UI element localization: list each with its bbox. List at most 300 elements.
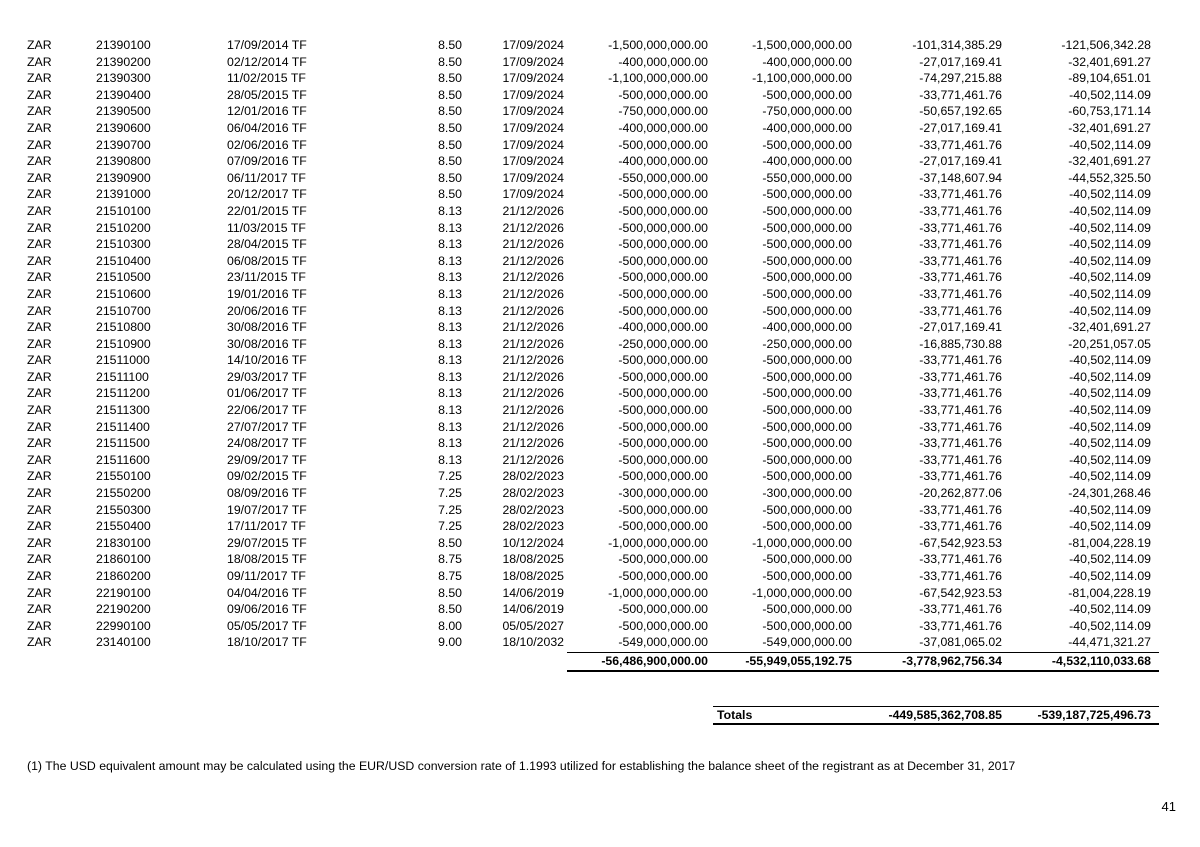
- table-row: [0, 303, 1200, 320]
- outstanding-cell: -400,000,000.00: [762, 54, 852, 69]
- eur-amount-cell: -20,262,877.06: [919, 486, 1002, 501]
- outstanding-cell: -500,000,000.00: [762, 602, 852, 617]
- code-cell: 21390100: [96, 38, 151, 52]
- table-row: [0, 485, 1200, 502]
- eur-amount-cell: -33,771,461.76: [919, 519, 1002, 534]
- nominal-cell: -500,000,000.00: [618, 618, 708, 633]
- code-cell: 21511000: [96, 353, 150, 368]
- rate-cell: 8.13: [438, 253, 462, 268]
- code-cell: 21511300: [96, 403, 150, 418]
- outstanding-cell: -400,000,000.00: [762, 154, 852, 169]
- rate-cell: 8.13: [438, 403, 462, 418]
- eur-amount-cell: -33,771,461.76: [919, 618, 1002, 633]
- usd-amount-cell: -40,502,114.09: [1069, 519, 1151, 534]
- currency-cell: ZAR: [27, 187, 52, 202]
- eur-amount-cell: -50,657,192.65: [919, 104, 1002, 119]
- code-cell: 23140100: [96, 635, 151, 650]
- maturity-cell: 28/02/2023: [502, 502, 564, 517]
- table-row: [0, 253, 1200, 270]
- maturity-cell: 17/09/2024: [502, 87, 564, 102]
- issue-date-cell: 20/12/2017 TF: [227, 187, 307, 202]
- totals-label: Totals: [717, 708, 753, 722]
- usd-amount-cell: -40,502,114.09: [1069, 502, 1151, 517]
- issue-date-cell: 09/06/2016 TF: [227, 602, 307, 617]
- rate-cell: 8.50: [438, 154, 462, 169]
- rate-cell: 7.25: [438, 486, 462, 501]
- issue-date-cell: 28/04/2015 TF: [227, 237, 307, 252]
- usd-amount-cell: -32,401,691.27: [1068, 54, 1151, 69]
- table-row: [0, 585, 1200, 602]
- totals-row: [713, 706, 1159, 725]
- issue-date-cell: 17/11/2017 TF: [227, 519, 306, 534]
- issue-date-cell: 29/07/2015 TF: [227, 535, 307, 550]
- usd-amount-cell: -40,502,114.09: [1069, 386, 1151, 401]
- nominal-cell: -500,000,000.00: [618, 220, 708, 235]
- maturity-cell: 17/09/2024: [502, 187, 564, 202]
- eur-amount-cell: -27,017,169.41: [919, 320, 1002, 335]
- currency-cell: ZAR: [27, 38, 52, 52]
- nominal-cell: -500,000,000.00: [618, 469, 708, 484]
- code-cell: 21390500: [96, 104, 151, 119]
- usd-amount-cell: -40,502,114.09: [1069, 436, 1151, 451]
- rate-cell: 8.50: [438, 54, 462, 69]
- issue-date-cell: 11/03/2015 TF: [227, 220, 306, 235]
- currency-cell: ZAR: [27, 452, 52, 467]
- issue-date-cell: 18/08/2015 TF: [227, 552, 307, 567]
- table-row: [0, 286, 1200, 303]
- eur-amount-cell: -33,771,461.76: [919, 502, 1002, 517]
- table-row: [0, 170, 1200, 187]
- code-cell: 22990100: [96, 618, 151, 633]
- nominal-cell: -1,000,000,000.00: [608, 585, 708, 600]
- outstanding-cell: -500,000,000.00: [762, 502, 852, 517]
- outstanding-cell: -500,000,000.00: [762, 469, 852, 484]
- maturity-cell: 17/09/2024: [502, 71, 564, 86]
- issue-date-cell: 17/09/2014 TF: [227, 38, 307, 52]
- rate-cell: 8.13: [438, 452, 462, 467]
- outstanding-cell: -300,000,000.00: [762, 486, 852, 501]
- outstanding-cell: -500,000,000.00: [762, 369, 852, 384]
- maturity-cell: 18/08/2025: [502, 552, 564, 567]
- code-cell: 21860200: [96, 569, 151, 583]
- currency-cell: ZAR: [27, 569, 52, 583]
- issue-date-cell: 27/07/2017 TF: [227, 419, 307, 434]
- outstanding-cell: -1,100,000,000.00: [752, 71, 852, 86]
- eur-amount-cell: -74,297,215.88: [919, 71, 1002, 86]
- nominal-cell: -500,000,000.00: [618, 452, 708, 467]
- maturity-cell: 21/12/2026: [502, 336, 564, 351]
- code-cell: 21390200: [96, 54, 151, 69]
- eur-amount-cell: -33,771,461.76: [919, 452, 1002, 467]
- eur-amount-cell: -37,148,607.94: [919, 170, 1002, 185]
- table-row: [0, 203, 1200, 220]
- table-row: [0, 551, 1200, 568]
- usd-amount-cell: -40,502,114.09: [1069, 369, 1151, 384]
- maturity-cell: 21/12/2026: [502, 436, 564, 451]
- maturity-cell: 21/12/2026: [502, 353, 564, 368]
- currency-cell: ZAR: [27, 54, 52, 69]
- maturity-cell: 28/02/2023: [502, 519, 564, 534]
- maturity-cell: 21/12/2026: [502, 386, 564, 401]
- usd-amount-cell: -40,502,114.09: [1069, 203, 1151, 218]
- maturity-cell: 17/09/2024: [502, 120, 564, 135]
- rate-cell: 8.50: [438, 87, 462, 102]
- usd-amount-cell: -32,401,691.27: [1068, 120, 1151, 135]
- nominal-cell: -500,000,000.00: [618, 253, 708, 268]
- code-cell: 21510600: [96, 286, 151, 301]
- maturity-cell: 05/05/2027: [502, 618, 564, 633]
- rate-cell: 8.13: [438, 436, 462, 451]
- table-row: [0, 87, 1200, 104]
- table-row: [0, 54, 1200, 71]
- issue-date-cell: 02/06/2016 TF: [227, 137, 307, 152]
- code-cell: 21390400: [96, 87, 151, 102]
- issue-date-cell: 14/10/2016 TF: [227, 353, 307, 368]
- table-row: [0, 518, 1200, 535]
- table-row: [0, 435, 1200, 452]
- usd-amount-cell: -81,004,228.19: [1068, 585, 1151, 600]
- currency-cell: ZAR: [27, 71, 52, 86]
- currency-cell: ZAR: [27, 635, 52, 650]
- currency-cell: ZAR: [27, 403, 52, 418]
- rate-cell: 8.13: [438, 237, 462, 252]
- maturity-cell: 17/09/2024: [502, 137, 564, 152]
- rate-cell: 8.13: [438, 270, 462, 285]
- usd-amount-cell: -60,753,171.14: [1068, 104, 1151, 119]
- usd-amount-cell: -121,506,342.28: [1061, 38, 1151, 52]
- outstanding-cell: -500,000,000.00: [762, 452, 852, 467]
- subtotal-nominal: -56,486,900,000.00: [601, 654, 708, 668]
- outstanding-cell: -550,000,000.00: [762, 170, 852, 185]
- eur-amount-cell: -33,771,461.76: [919, 303, 1002, 318]
- nominal-cell: -549,000,000.00: [618, 635, 708, 650]
- eur-amount-cell: -33,771,461.76: [919, 552, 1002, 567]
- issue-date-cell: 04/04/2016 TF: [227, 585, 307, 600]
- usd-amount-cell: -40,502,114.09: [1069, 237, 1151, 252]
- outstanding-cell: -500,000,000.00: [762, 237, 852, 252]
- outstanding-cell: -400,000,000.00: [762, 320, 852, 335]
- outstanding-cell: -500,000,000.00: [762, 552, 852, 567]
- table-row: [0, 369, 1200, 386]
- nominal-cell: -500,000,000.00: [618, 203, 708, 218]
- table-row: [0, 37, 1200, 54]
- outstanding-cell: -500,000,000.00: [762, 270, 852, 285]
- issue-date-cell: 29/03/2017 TF: [227, 369, 307, 384]
- table-row: [0, 402, 1200, 419]
- currency-cell: ZAR: [27, 220, 52, 235]
- nominal-cell: -1,000,000,000.00: [608, 535, 708, 550]
- currency-cell: ZAR: [27, 386, 52, 401]
- outstanding-cell: -400,000,000.00: [762, 120, 852, 135]
- issue-date-cell: 06/11/2017 TF: [227, 170, 306, 185]
- issue-date-cell: 20/06/2016 TF: [227, 303, 307, 318]
- table-row: [0, 70, 1200, 87]
- outstanding-cell: -500,000,000.00: [762, 187, 852, 202]
- eur-amount-cell: -101,314,385.29: [912, 38, 1002, 52]
- nominal-cell: -500,000,000.00: [618, 353, 708, 368]
- usd-amount-cell: -40,502,114.09: [1069, 452, 1151, 467]
- eur-amount-cell: -33,771,461.76: [919, 220, 1002, 235]
- nominal-cell: -1,100,000,000.00: [608, 71, 708, 86]
- rate-cell: 8.13: [438, 369, 462, 384]
- rate-cell: 8.50: [438, 585, 462, 600]
- table-row: [0, 236, 1200, 253]
- usd-amount-cell: -44,552,325.50: [1068, 170, 1151, 185]
- maturity-cell: 21/12/2026: [502, 203, 564, 218]
- code-cell: 21510900: [96, 336, 151, 351]
- currency-cell: ZAR: [27, 286, 52, 301]
- rate-cell: 8.00: [438, 618, 462, 633]
- nominal-cell: -500,000,000.00: [618, 237, 708, 252]
- outstanding-cell: -500,000,000.00: [762, 618, 852, 633]
- rate-cell: 8.50: [438, 120, 462, 135]
- currency-cell: ZAR: [27, 519, 52, 534]
- page-number: 41: [1161, 799, 1176, 814]
- currency-cell: ZAR: [27, 336, 52, 351]
- nominal-cell: -400,000,000.00: [618, 320, 708, 335]
- outstanding-cell: -1,000,000,000.00: [752, 585, 852, 600]
- eur-amount-cell: -33,771,461.76: [919, 237, 1002, 252]
- rate-cell: 8.13: [438, 336, 462, 351]
- eur-amount-cell: -33,771,461.76: [919, 403, 1002, 418]
- usd-amount-cell: -40,502,114.09: [1069, 137, 1151, 152]
- maturity-cell: 21/12/2026: [502, 237, 564, 252]
- currency-cell: ZAR: [27, 618, 52, 633]
- issue-date-cell: 30/08/2016 TF: [227, 320, 307, 335]
- issue-date-cell: 22/01/2015 TF: [227, 203, 307, 218]
- usd-amount-cell: -24,301,268.46: [1068, 486, 1151, 501]
- table-row: [0, 220, 1200, 237]
- outstanding-cell: -500,000,000.00: [762, 403, 852, 418]
- rate-cell: 8.50: [438, 104, 462, 119]
- maturity-cell: 14/06/2019: [502, 585, 564, 600]
- issue-date-cell: 29/09/2017 TF: [227, 452, 307, 467]
- issue-date-cell: 05/05/2017 TF: [227, 618, 307, 633]
- outstanding-cell: -500,000,000.00: [762, 419, 852, 434]
- issue-date-cell: 19/01/2016 TF: [227, 286, 307, 301]
- code-cell: 21390300: [96, 71, 151, 86]
- currency-cell: ZAR: [27, 104, 52, 119]
- table-row: [0, 137, 1200, 154]
- table-row: [0, 502, 1200, 519]
- usd-amount-cell: -40,502,114.09: [1069, 187, 1151, 202]
- maturity-cell: 17/09/2024: [502, 54, 564, 69]
- maturity-cell: 17/09/2024: [502, 104, 564, 119]
- nominal-cell: -250,000,000.00: [618, 336, 708, 351]
- maturity-cell: 21/12/2026: [502, 303, 564, 318]
- code-cell: 21550200: [96, 486, 151, 501]
- eur-amount-cell: -33,771,461.76: [919, 386, 1002, 401]
- currency-cell: ZAR: [27, 486, 52, 501]
- code-cell: 21390900: [96, 170, 151, 185]
- issue-date-cell: 09/02/2015 TF: [227, 469, 307, 484]
- usd-amount-cell: -40,502,114.09: [1069, 403, 1151, 418]
- code-cell: 21510300: [96, 237, 151, 252]
- code-cell: 21511100: [96, 369, 149, 384]
- usd-amount-cell: -40,502,114.09: [1069, 469, 1151, 484]
- footnote: (1) The USD equivalent amount may be calculated using the EUR/USD conversion rate of 1.1993 utilized for establishing the balance sheet of the registrant as at December 31, 2017: [27, 759, 1016, 773]
- nominal-cell: -500,000,000.00: [618, 286, 708, 301]
- usd-amount-cell: -32,401,691.27: [1068, 320, 1151, 335]
- totals-usd: -539,187,725,496.73: [1037, 708, 1151, 722]
- usd-amount-cell: -89,104,651.01: [1068, 71, 1151, 86]
- issue-date-cell: 28/05/2015 TF: [227, 87, 307, 102]
- eur-amount-cell: -33,771,461.76: [919, 369, 1002, 384]
- table-row: [0, 601, 1200, 618]
- usd-amount-cell: -81,004,228.19: [1068, 535, 1151, 550]
- currency-cell: ZAR: [27, 237, 52, 252]
- rate-cell: 8.13: [438, 419, 462, 434]
- outstanding-cell: -500,000,000.00: [762, 286, 852, 301]
- eur-amount-cell: -33,771,461.76: [919, 203, 1002, 218]
- maturity-cell: 21/12/2026: [502, 403, 564, 418]
- eur-amount-cell: -33,771,461.76: [919, 286, 1002, 301]
- currency-cell: ZAR: [27, 369, 52, 384]
- nominal-cell: -500,000,000.00: [618, 270, 708, 285]
- code-cell: 21510500: [96, 270, 151, 285]
- rate-cell: 7.25: [438, 502, 462, 517]
- table-row: [0, 269, 1200, 286]
- nominal-cell: -500,000,000.00: [618, 552, 708, 567]
- usd-amount-cell: -40,502,114.09: [1069, 286, 1151, 301]
- outstanding-cell: -549,000,000.00: [762, 635, 852, 650]
- issue-date-cell: 18/10/2017 TF: [227, 635, 307, 650]
- issue-date-cell: 06/08/2015 TF: [227, 253, 307, 268]
- maturity-cell: 21/12/2026: [502, 419, 564, 434]
- issues-table: [0, 37, 1200, 651]
- issue-date-cell: 07/09/2016 TF: [227, 154, 307, 169]
- issue-date-cell: 11/02/2015 TF: [227, 71, 306, 86]
- currency-cell: ZAR: [27, 87, 52, 102]
- rate-cell: 8.13: [438, 286, 462, 301]
- outstanding-cell: -500,000,000.00: [762, 353, 852, 368]
- code-cell: 21510700: [96, 303, 151, 318]
- rate-cell: 8.75: [438, 552, 462, 567]
- outstanding-cell: -500,000,000.00: [762, 303, 852, 318]
- rate-cell: 8.75: [438, 569, 462, 583]
- usd-amount-cell: -40,502,114.09: [1069, 618, 1151, 633]
- code-cell: 22190200: [96, 602, 151, 617]
- currency-cell: ZAR: [27, 170, 52, 185]
- rate-cell: 7.25: [438, 469, 462, 484]
- code-cell: 21550100: [96, 469, 151, 484]
- eur-amount-cell: -33,771,461.76: [919, 353, 1002, 368]
- eur-amount-cell: -33,771,461.76: [919, 87, 1002, 102]
- eur-amount-cell: -33,771,461.76: [919, 187, 1002, 202]
- code-cell: 21511600: [96, 452, 150, 467]
- rate-cell: 8.13: [438, 220, 462, 235]
- currency-cell: ZAR: [27, 436, 52, 451]
- currency-cell: ZAR: [27, 353, 52, 368]
- usd-amount-cell: -40,502,114.09: [1069, 220, 1151, 235]
- nominal-cell: -400,000,000.00: [618, 54, 708, 69]
- usd-amount-cell: -40,502,114.09: [1069, 419, 1151, 434]
- rate-cell: 9.00: [438, 635, 462, 650]
- eur-amount-cell: -33,771,461.76: [919, 602, 1002, 617]
- currency-cell: ZAR: [27, 502, 52, 517]
- outstanding-cell: -1,000,000,000.00: [752, 535, 852, 550]
- maturity-cell: 17/09/2024: [502, 170, 564, 185]
- table-row: [0, 352, 1200, 369]
- maturity-cell: 21/12/2026: [502, 452, 564, 467]
- code-cell: 21390600: [96, 120, 151, 135]
- issue-date-cell: 08/09/2016 TF: [227, 486, 307, 501]
- usd-amount-cell: -40,502,114.09: [1069, 303, 1151, 318]
- maturity-cell: 21/12/2026: [502, 253, 564, 268]
- code-cell: 21391000: [96, 187, 151, 202]
- issue-date-cell: 24/08/2017 TF: [227, 436, 307, 451]
- subtotal-eur: -3,778,962,756.34: [902, 654, 1002, 668]
- eur-amount-cell: -27,017,169.41: [919, 120, 1002, 135]
- issue-date-cell: 30/08/2016 TF: [227, 336, 307, 351]
- nominal-cell: -750,000,000.00: [618, 104, 708, 119]
- outstanding-cell: -500,000,000.00: [762, 519, 852, 534]
- usd-amount-cell: -20,251,057.05: [1068, 336, 1151, 351]
- usd-amount-cell: -40,502,114.09: [1069, 569, 1151, 583]
- currency-cell: ZAR: [27, 469, 52, 484]
- code-cell: 21511200: [96, 386, 150, 401]
- subtotal-usd: -4,532,110,033.68: [1051, 654, 1151, 668]
- rate-cell: 8.13: [438, 203, 462, 218]
- table-row: [0, 468, 1200, 485]
- nominal-cell: -300,000,000.00: [618, 486, 708, 501]
- maturity-cell: 17/09/2024: [502, 38, 564, 52]
- nominal-cell: -500,000,000.00: [618, 569, 708, 583]
- table-row: [0, 618, 1200, 635]
- rate-cell: 8.50: [438, 602, 462, 617]
- nominal-cell: -550,000,000.00: [618, 170, 708, 185]
- outstanding-cell: -500,000,000.00: [762, 569, 852, 583]
- outstanding-cell: -500,000,000.00: [762, 203, 852, 218]
- table-row: [0, 535, 1200, 552]
- outstanding-cell: -500,000,000.00: [762, 87, 852, 102]
- rate-cell: 8.50: [438, 71, 462, 86]
- code-cell: 21860100: [96, 552, 151, 567]
- eur-amount-cell: -67,542,923.53: [919, 535, 1002, 550]
- outstanding-cell: -500,000,000.00: [762, 137, 852, 152]
- table-row: [0, 336, 1200, 353]
- currency-cell: ZAR: [27, 137, 52, 152]
- outstanding-cell: -500,000,000.00: [762, 386, 852, 401]
- maturity-cell: 10/12/2024: [502, 535, 564, 550]
- nominal-cell: -500,000,000.00: [618, 502, 708, 517]
- currency-cell: ZAR: [27, 585, 52, 600]
- issue-date-cell: 12/01/2016 TF: [227, 104, 307, 119]
- eur-amount-cell: -27,017,169.41: [919, 154, 1002, 169]
- maturity-cell: 18/10/2032: [502, 635, 564, 650]
- currency-cell: ZAR: [27, 552, 52, 567]
- code-cell: 21511400: [96, 419, 150, 434]
- usd-amount-cell: -40,502,114.09: [1069, 87, 1151, 102]
- maturity-cell: 21/12/2026: [502, 270, 564, 285]
- maturity-cell: 18/08/2025: [502, 569, 564, 583]
- maturity-cell: 21/12/2026: [502, 286, 564, 301]
- currency-cell: ZAR: [27, 154, 52, 169]
- code-cell: 21510800: [96, 320, 151, 335]
- currency-cell: ZAR: [27, 253, 52, 268]
- outstanding-cell: -250,000,000.00: [762, 336, 852, 351]
- eur-amount-cell: -33,771,461.76: [919, 253, 1002, 268]
- eur-amount-cell: -33,771,461.76: [919, 469, 1002, 484]
- eur-amount-cell: -33,771,461.76: [919, 419, 1002, 434]
- maturity-cell: 28/02/2023: [502, 486, 564, 501]
- nominal-cell: -500,000,000.00: [618, 303, 708, 318]
- eur-amount-cell: -37,081,065.02: [919, 635, 1002, 650]
- currency-cell: ZAR: [27, 270, 52, 285]
- table-row: [0, 634, 1200, 651]
- currency-cell: ZAR: [27, 535, 52, 550]
- eur-amount-cell: -33,771,461.76: [919, 436, 1002, 451]
